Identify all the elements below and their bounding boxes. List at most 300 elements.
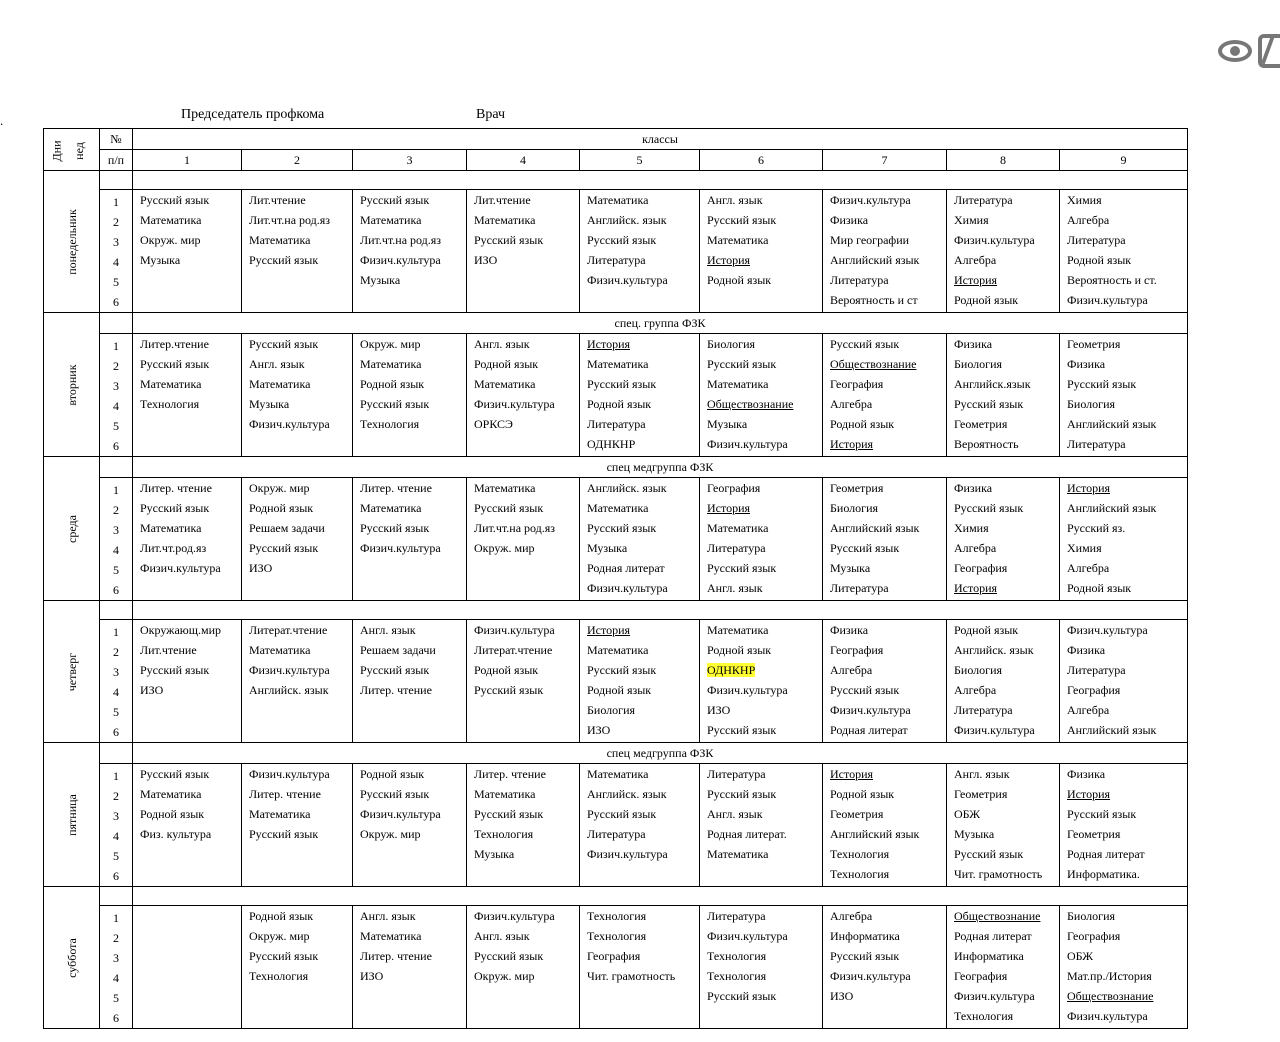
lesson-subject: Физика — [954, 337, 993, 351]
lesson-number: 1 — [113, 769, 119, 783]
lesson-subject: Физика — [1067, 767, 1106, 781]
lesson-subject: Русский язык — [140, 357, 210, 371]
lesson-subject: Английский язык — [830, 827, 920, 841]
lesson-subject: Русский язык — [140, 663, 210, 677]
lesson-subject: Русский язык — [1067, 377, 1137, 391]
lesson-subject: Англ. язык — [474, 337, 530, 351]
lesson-subject: Англ. язык — [707, 581, 763, 595]
lesson-subject: Литература — [1067, 233, 1126, 247]
class-8-lessons — [947, 190, 1060, 313]
lesson-subject: Алгебра — [1067, 561, 1110, 575]
lesson-subject: История — [830, 767, 874, 781]
lesson-number: 1 — [113, 195, 119, 209]
lesson-subject: Математика — [474, 213, 536, 227]
classes-header-cell — [133, 129, 1188, 150]
lesson-subject: Химия — [954, 213, 989, 227]
lesson-subject: Литература — [1067, 663, 1126, 677]
class-number-8: 8 — [947, 150, 1060, 171]
class-number-3: 3 — [353, 150, 467, 171]
lesson-subject: Русский язык — [830, 683, 900, 697]
num-label-2: п/п — [107, 153, 125, 167]
class-2-lessons — [242, 478, 353, 601]
class-6-lessons — [700, 478, 823, 601]
lesson-subject: Математика — [707, 847, 769, 861]
lesson-subject: История — [954, 273, 998, 287]
lesson-number: 1 — [113, 483, 119, 497]
lesson-subject: Англ. язык — [707, 807, 763, 821]
lesson-subject: Биология — [707, 337, 756, 351]
lesson-subject: Родной язык — [1067, 581, 1132, 595]
lesson-subject: Русский язык — [830, 541, 900, 555]
lesson-subject: Русский язык — [587, 521, 657, 535]
lesson-subject: Математика — [140, 521, 202, 535]
lesson-subject: Физич.культура — [249, 663, 330, 677]
lesson-subject: Английский язык — [830, 521, 920, 535]
lesson-subject: Русский язык — [360, 397, 430, 411]
lesson-subject: Английск. язык — [587, 481, 667, 495]
lesson-subject: История — [587, 623, 631, 637]
lesson-subject: Физич.культура — [360, 541, 441, 555]
lesson-subject: Русский язык — [587, 807, 657, 821]
lesson-subject: Геометрия — [954, 417, 1008, 431]
class-number-9: 9 — [1060, 150, 1188, 171]
lesson-numbers-cell — [100, 764, 133, 887]
lesson-subject: Литература — [1067, 437, 1126, 451]
lesson-subject: Физич.культура — [1067, 293, 1148, 307]
class-5-lessons — [580, 478, 700, 601]
lesson-subject: Технология — [140, 397, 200, 411]
day-name-cell — [44, 887, 100, 1029]
lesson-subject: Русский язык — [474, 501, 544, 515]
lesson-subject: Русский язык — [954, 847, 1024, 861]
day-lessons-row — [44, 620, 1188, 743]
lesson-subject: Математика — [474, 787, 536, 801]
lesson-number: 3 — [113, 951, 119, 965]
lesson-number: 4 — [113, 255, 119, 269]
lesson-subject: Технология — [830, 847, 890, 861]
lesson-subject: Литература — [587, 417, 646, 431]
lesson-subject: Русский язык — [474, 949, 544, 963]
day-name-cell — [44, 457, 100, 601]
class-5-lessons — [580, 190, 700, 313]
class-6-lessons — [700, 334, 823, 457]
class-6-lessons — [700, 764, 823, 887]
lesson-subject: Физич.культура — [587, 273, 668, 287]
lesson-subject: ОБЖ — [954, 807, 981, 821]
lesson-subject: Музыка — [830, 561, 871, 575]
lesson-subject: ИЗО — [140, 683, 164, 697]
lesson-subject: Родная литерат — [1067, 847, 1145, 861]
class-number-2: 2 — [242, 150, 353, 171]
lesson-subject: География — [954, 561, 1008, 575]
lesson-subject: ИЗО — [587, 723, 611, 737]
class-3-lessons — [353, 334, 467, 457]
day-name-cell — [44, 313, 100, 457]
days-header-cell — [44, 129, 100, 171]
lesson-subject: Алгебра — [830, 397, 873, 411]
lesson-subject: Физич.культура — [587, 847, 668, 861]
class-6-lessons — [700, 906, 823, 1029]
lesson-subject: Лит.чт.на род.яз — [360, 233, 442, 247]
class-9-lessons — [1060, 764, 1188, 887]
day-note-row — [44, 743, 1188, 764]
class-5-lessons — [580, 334, 700, 457]
lesson-subject: ОДНКНР — [707, 663, 756, 677]
class-2-lessons — [242, 764, 353, 887]
lesson-subject: Математика — [474, 377, 536, 391]
day-name-cell — [44, 743, 100, 887]
lesson-subject: Математика — [707, 623, 769, 637]
lesson-subject: Физич.культура — [830, 969, 911, 983]
lesson-subject: Технология — [474, 827, 534, 841]
lesson-subject: Физич.культура — [140, 561, 221, 575]
lesson-subject: История — [954, 581, 998, 595]
day-name-cell — [44, 601, 100, 743]
lesson-subject: Физич.культура — [249, 767, 330, 781]
lesson-subject: Родной язык — [249, 909, 314, 923]
lesson-subject: Решаем задачи — [249, 521, 325, 535]
class-7-lessons — [823, 620, 947, 743]
lesson-subject: Физич.культура — [249, 417, 330, 431]
lesson-subject: Родной язык — [249, 501, 314, 515]
class-2-lessons — [242, 906, 353, 1029]
lesson-subject: Родная литерат — [830, 723, 908, 737]
lesson-subject: Русский язык — [707, 561, 777, 575]
lesson-number: 3 — [113, 235, 119, 249]
lesson-subject: География — [707, 481, 761, 495]
day-note — [133, 887, 1188, 906]
lesson-subject: Окруж. мир — [474, 969, 535, 983]
lesson-subject: Физич.культура — [954, 723, 1035, 737]
day-note-row — [44, 313, 1188, 334]
lesson-subject: Математика — [587, 643, 649, 657]
class-4-lessons — [467, 334, 580, 457]
class-4-lessons — [467, 620, 580, 743]
lesson-subject: Музыка — [360, 273, 401, 287]
lesson-subject: Окруж. мир — [474, 541, 535, 555]
lesson-subject: Русский язык — [249, 337, 319, 351]
schedule-table — [43, 128, 1188, 1029]
lesson-number: 6 — [113, 1011, 119, 1025]
lesson-subject: Физич.культура — [587, 581, 668, 595]
lesson-subject: Алгебра — [1067, 703, 1110, 717]
lesson-subject: Окруж. мир — [249, 929, 310, 943]
lesson-subject: Геометрия — [830, 807, 884, 821]
lesson-number: 4 — [113, 543, 119, 557]
lesson-subject: Физич.культура — [707, 437, 788, 451]
doctor-signature-label: Врач — [476, 107, 506, 122]
lesson-subject: Русский язык — [587, 233, 657, 247]
lesson-subject: Английский язык — [1067, 723, 1157, 737]
lesson-subject: Вероятность и ст. — [1067, 273, 1157, 287]
lesson-subject: Математика — [587, 501, 649, 515]
lesson-subject: Английский язык — [1067, 417, 1157, 431]
lesson-subject: Чит. грамотность — [954, 867, 1043, 881]
lesson-subject: Математика — [587, 193, 649, 207]
lesson-subject: Физич.культура — [474, 623, 555, 637]
class-7-lessons — [823, 906, 947, 1029]
lesson-subject: Русский язык — [140, 501, 210, 515]
class-5-lessons — [580, 764, 700, 887]
day-name: пятница — [64, 793, 79, 836]
lesson-number: 3 — [113, 379, 119, 393]
lesson-subject: История — [1067, 787, 1111, 801]
class-8-lessons — [947, 334, 1060, 457]
lesson-subject: Английск. язык — [587, 787, 667, 801]
lesson-subject: История — [707, 501, 751, 515]
day-name-cell — [44, 171, 100, 313]
lesson-subject: Технология — [360, 417, 420, 431]
lesson-subject: Литература — [954, 193, 1013, 207]
lesson-subject: Английский язык — [830, 253, 920, 267]
class-3-lessons — [353, 764, 467, 887]
day-lessons-row — [44, 906, 1188, 1029]
lesson-subject: Математика — [707, 377, 769, 391]
lesson-subject: Русский язык — [360, 663, 430, 677]
lesson-subject: Вероятность и ст — [830, 293, 918, 307]
class-2-lessons — [242, 190, 353, 313]
lesson-subject: Русский язык — [707, 787, 777, 801]
lesson-subject: Физика — [1067, 357, 1106, 371]
lesson-subject: История — [587, 337, 631, 351]
lesson-number: 5 — [113, 705, 119, 719]
lesson-subject: Русский язык — [1067, 807, 1137, 821]
class-number-5: 5 — [580, 150, 700, 171]
day-lessons-row — [44, 334, 1188, 457]
num-blank-cell — [100, 601, 133, 620]
lesson-subject: Математика — [140, 787, 202, 801]
lesson-subject: Математика — [140, 377, 202, 391]
class-number-1: 1 — [133, 150, 242, 171]
lesson-subject: Русский язык — [830, 949, 900, 963]
lesson-subject: Англ. язык — [249, 357, 305, 371]
lesson-subject: Литер. чтение — [360, 683, 432, 697]
lesson-number: 6 — [113, 295, 119, 309]
lesson-subject: Лит.чт.на род.яз — [249, 213, 331, 227]
lesson-subject: Физич.культура — [954, 233, 1035, 247]
lesson-subject: Англ. язык — [707, 193, 763, 207]
lesson-subject: Решаем задачи — [360, 643, 436, 657]
lesson-subject: Родной язык — [474, 663, 539, 677]
lesson-number: 1 — [113, 911, 119, 925]
viewer-toolbar — [1218, 30, 1280, 72]
lesson-subject: Лит.чтение — [249, 193, 306, 207]
lesson-subject: ИЗО — [360, 969, 384, 983]
lesson-subject: Математика — [249, 233, 311, 247]
num-blank-cell — [100, 457, 133, 478]
class-6-lessons — [700, 620, 823, 743]
class-9-lessons — [1060, 190, 1188, 313]
lesson-subject: Родная литерат — [954, 929, 1032, 943]
lesson-subject: Англ. язык — [954, 767, 1010, 781]
num-blank-cell — [100, 887, 133, 906]
lesson-subject: География — [830, 643, 884, 657]
lesson-subject: География — [587, 949, 641, 963]
class-4-lessons — [467, 478, 580, 601]
lesson-subject: Математика — [249, 643, 311, 657]
lesson-subject: Родной язык — [140, 807, 205, 821]
lesson-number: 3 — [113, 523, 119, 537]
lesson-subject: Родная литерат — [587, 561, 665, 575]
num-header-cell — [100, 129, 133, 150]
day-name: четверг — [64, 652, 79, 691]
lesson-numbers-cell — [100, 906, 133, 1029]
lesson-subject: Геометрия — [954, 787, 1008, 801]
lesson-subject: Алгебра — [830, 909, 873, 923]
lesson-subject: Русский язык — [249, 827, 319, 841]
lesson-subject: Лит.чтение — [474, 193, 531, 207]
lesson-subject: Информатика — [954, 949, 1024, 963]
lesson-subject: Математика — [707, 233, 769, 247]
lesson-subject: Литерат.чтение — [474, 643, 553, 657]
lesson-subject: Вероятность — [954, 437, 1019, 451]
lesson-number: 6 — [113, 869, 119, 883]
lesson-subject: Музыка — [954, 827, 995, 841]
lesson-subject: Русский язык — [707, 213, 777, 227]
lesson-subject: Технология — [954, 1009, 1014, 1023]
lesson-subject: Физич.культура — [830, 703, 911, 717]
lesson-subject: Русский язык — [954, 501, 1024, 515]
day-note: спец. группа ФЗК — [133, 313, 1188, 334]
lesson-numbers-cell — [100, 334, 133, 457]
lesson-subject: Литер.чтение — [140, 337, 209, 351]
lesson-subject: Математика — [587, 767, 649, 781]
lesson-subject: Алгебра — [830, 663, 873, 677]
lesson-number: 5 — [113, 991, 119, 1005]
lesson-subject: Литература — [707, 909, 766, 923]
lesson-subject: Лит.чт.род.яз — [140, 541, 207, 555]
lesson-number: 4 — [113, 829, 119, 843]
lesson-subject: Окружающ.мир — [140, 623, 222, 637]
class-7-lessons — [823, 478, 947, 601]
app-logo-icon[interactable] — [1258, 34, 1280, 68]
days-label-1: Дни — [49, 140, 64, 162]
lesson-subject: ИЗО — [830, 989, 854, 1003]
class-1-lessons — [133, 620, 242, 743]
lesson-subject: ИЗО — [474, 253, 498, 267]
day-note-row — [44, 457, 1188, 478]
lesson-subject: Родной язык — [474, 357, 539, 371]
lesson-subject: Физич.культура — [1067, 1009, 1148, 1023]
lesson-subject: Английск. язык — [249, 683, 329, 697]
class-9-lessons — [1060, 906, 1188, 1029]
lesson-subject: Химия — [954, 521, 989, 535]
class-1-lessons — [133, 764, 242, 887]
lesson-subject: Физич.культура — [360, 807, 441, 821]
class-7-lessons — [823, 334, 947, 457]
lesson-subject: Биология — [954, 663, 1003, 677]
lesson-subject: Физика — [830, 213, 869, 227]
lesson-subject: Английский язык — [1067, 501, 1157, 515]
lesson-subject: Физич.культура — [1067, 623, 1148, 637]
lesson-subject: Музыка — [707, 417, 748, 431]
lesson-subject: Физич.культура — [474, 397, 555, 411]
lesson-subject: Русский язык — [707, 723, 777, 737]
lesson-subject: Геометрия — [1067, 337, 1121, 351]
class-number-6: 6 — [700, 150, 823, 171]
lesson-subject: Окруж. мир — [249, 481, 310, 495]
lesson-subject: Литер. чтение — [360, 949, 432, 963]
lesson-subject: Мат.пр./История — [1067, 969, 1152, 983]
lesson-subject: Математика — [360, 213, 422, 227]
lesson-subject: Лит.чт.на род.яз — [474, 521, 556, 535]
lesson-subject: Физич.культура — [707, 929, 788, 943]
eye-icon[interactable] — [1218, 40, 1252, 62]
day-name: вторник — [64, 363, 79, 406]
lesson-number: 4 — [113, 971, 119, 985]
class-9-lessons — [1060, 620, 1188, 743]
chairman-signature-label: Председатель профкома — [181, 107, 325, 122]
day-note-row — [44, 887, 1188, 906]
day-lessons-row — [44, 190, 1188, 313]
lesson-subject: Технология — [249, 969, 309, 983]
lesson-subject: Технология — [587, 909, 647, 923]
lesson-subject: Русский язык — [954, 397, 1024, 411]
lesson-subject: Литерат.чтение — [249, 623, 328, 637]
lesson-subject: Обществознание — [1067, 989, 1154, 1003]
lesson-subject: Англ. язык — [474, 929, 530, 943]
lesson-subject: Алгебра — [954, 253, 997, 267]
lesson-subject: Русский язык — [360, 521, 430, 535]
num-blank-cell — [100, 313, 133, 334]
lesson-number: 3 — [113, 809, 119, 823]
lesson-number: 2 — [113, 503, 119, 517]
lesson-number: 2 — [113, 359, 119, 373]
class-3-lessons — [353, 620, 467, 743]
lesson-subject: Русский язык — [707, 989, 777, 1003]
class-5-lessons — [580, 620, 700, 743]
lesson-subject: Русский язык — [707, 357, 777, 371]
lesson-number: 5 — [113, 563, 119, 577]
lesson-subject: Математика — [474, 481, 536, 495]
lesson-number: 5 — [113, 419, 119, 433]
class-3-lessons — [353, 190, 467, 313]
class-9-lessons — [1060, 334, 1188, 457]
class-1-lessons — [133, 478, 242, 601]
lesson-subject: Русский язык — [360, 193, 430, 207]
day-note: спец медгруппа ФЗК — [133, 457, 1188, 478]
lesson-subject: Литература — [830, 273, 889, 287]
day-name: среда — [64, 514, 79, 543]
lesson-subject: Литература — [707, 541, 766, 555]
lesson-subject: Родная литерат. — [707, 827, 787, 841]
lesson-subject: Русский язык — [249, 253, 319, 267]
class-8-lessons — [947, 764, 1060, 887]
class-number-7: 7 — [823, 150, 947, 171]
lesson-subject: ОРКСЭ — [474, 417, 513, 431]
lesson-subject: Музыка — [249, 397, 290, 411]
lesson-number: 2 — [113, 215, 119, 229]
lesson-subject: Физика — [1067, 643, 1106, 657]
lesson-subject: Родной язык — [830, 787, 895, 801]
day-name: суббота — [64, 937, 79, 978]
lesson-subject: Родной язык — [587, 683, 652, 697]
lesson-subject: Русский яз. — [1067, 521, 1126, 535]
lesson-subject: География — [830, 377, 884, 391]
lesson-subject: Родной язык — [587, 397, 652, 411]
lesson-subject: Обществознание — [830, 357, 917, 371]
lesson-subject: ИЗО — [707, 703, 731, 717]
lesson-subject: Математика — [140, 213, 202, 227]
class-7-lessons — [823, 764, 947, 887]
lesson-subject: Русский язык — [140, 193, 210, 207]
lesson-subject: Информатика — [830, 929, 900, 943]
lesson-subject: История — [1067, 481, 1111, 495]
class-3-lessons — [353, 478, 467, 601]
lesson-subject: География — [1067, 683, 1121, 697]
lesson-subject: Английск. язык — [954, 643, 1034, 657]
num-label-1: № — [110, 132, 122, 146]
